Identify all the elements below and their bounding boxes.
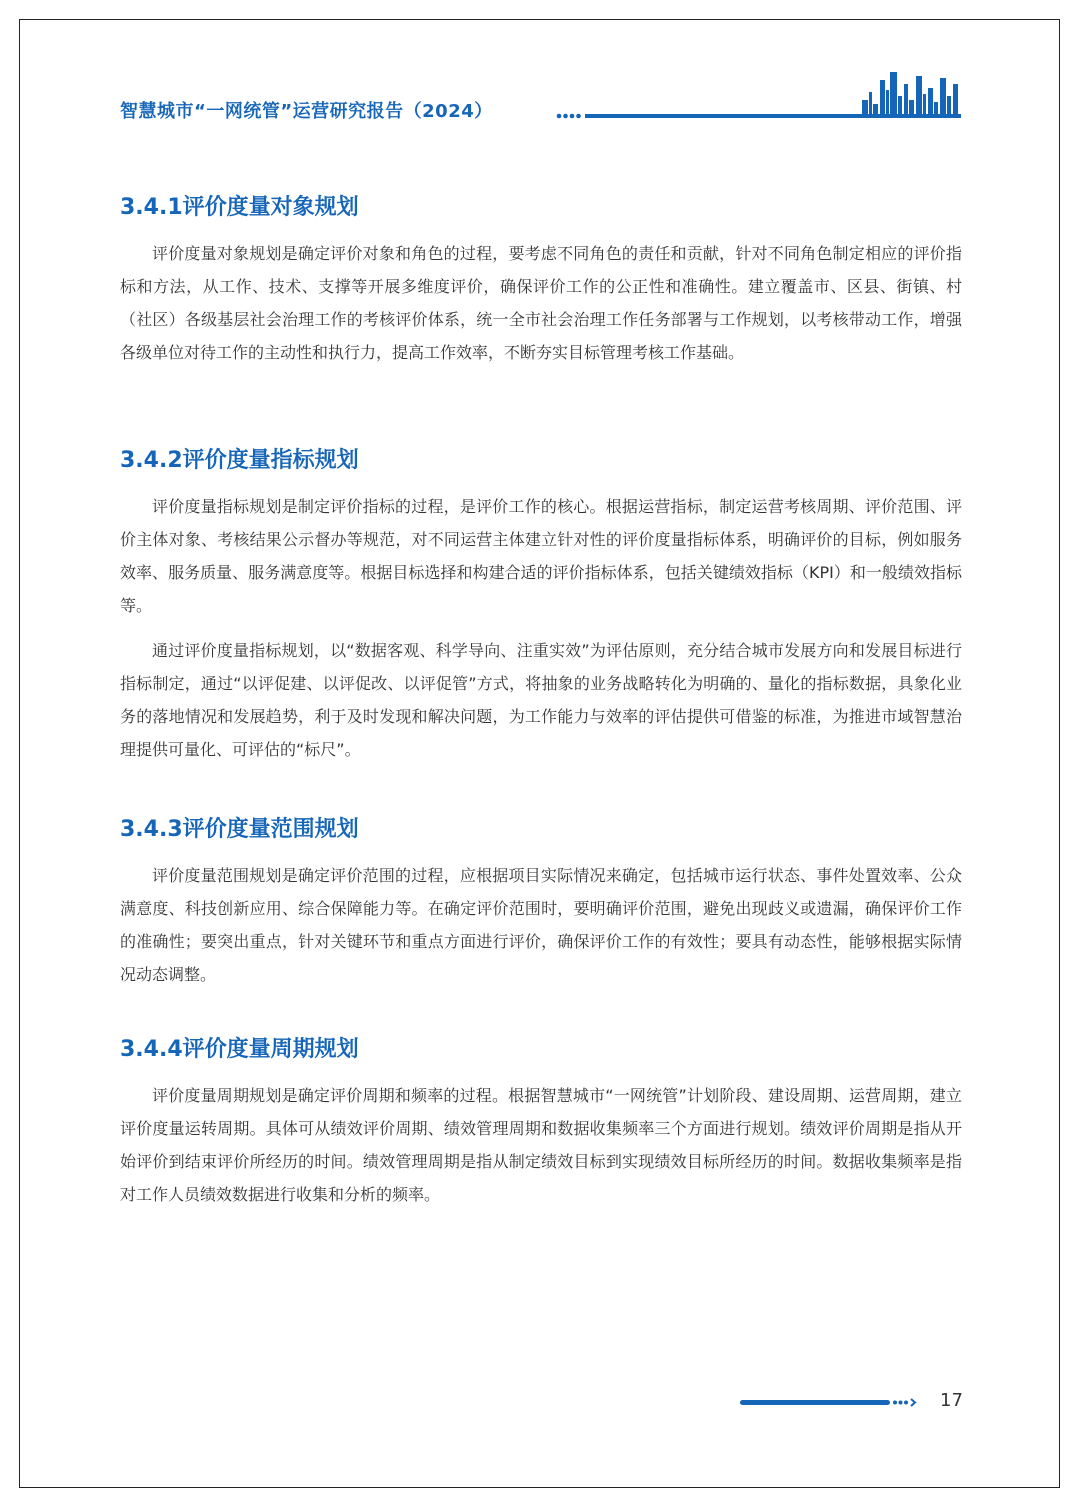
section-heading: 3.4.4评价度量周期规划 <box>120 1037 359 1062</box>
paragraph: 通过评价度量指标规划，以“数据客观、科学导向、注重实效”为评估原则，充分结合城市发展方向和发展目标进行指标制定，通过“以评促建、以评促改、以评促管”方式，将抽象的业务战略转化为明确的、量化的指标数据，具象化业务的落地情况和发展趋势，利于及时发现和解决问题，为工作能力与效率的评估提供可借鉴的标准，为推进市域智慧治理提供可量化、可评估的“标尺”。 <box>120 641 962 759</box>
footer-rule <box>740 1400 890 1405</box>
paragraph: 评价度量范围规划是确定评价范围的过程，应根据项目实际情况来确定，包括城市运行状态、事件处置效率、公众满意度、科技创新应用、综合保障能力等。在确定评价范围时，要明确评价范围，避免出现歧义或遗漏，确保评价工作的准确性；要突出重点，针对关键环节和重点方面进行评价，确保评价工作的有效性；要具有动态性，能够根据实际情况动态调整。 <box>120 866 962 984</box>
footer-arrow-dots-decoration <box>892 1398 920 1407</box>
section-3-4-3 <box>120 815 962 1003</box>
section-heading: 3.4.1评价度量对象规划 <box>120 195 359 220</box>
paragraph: 评价度量对象规划是确定评价对象和角色的过程，要考虑不同角色的责任和贡献，针对不同角色制定相应的评价指标和方法，从工作、技术、支撑等开展多维度评价，确保评价工作的公正性和准确性。建立覆盖市、区县、街镇、村（社区）各级基层社会治理工作的考核评价体系，统一全市社会治理工作任务部署与工作规划，以考核带动工作，增强各级单位对待工作的主动性和执行力，提高工作效率，不断夯实目标管理考核工作基础。 <box>120 244 962 362</box>
section-3-4-2 <box>120 446 962 778</box>
section-heading: 3.4.2评价度量指标规划 <box>120 448 359 473</box>
section-3-4-1 <box>120 193 962 381</box>
report-title: 智慧城市“一网统管”运营研究报告（2024） <box>120 101 493 122</box>
city-skyline-icon <box>860 70 962 116</box>
paragraph: 评价度量指标规划是制定评价指标的过程，是评价工作的核心。根据运营指标，制定运营考核周期、评价范围、评价主体对象、考核结果公示督办等规范，对不同运营主体建立针对性的评价度量指标体系，明确评价的目标，例如服务效率、服务质量、服务满意度等。根据目标选择和构建合适的评价指标体系，包括关键绩效指标（KPI）和一般绩效指标等。 <box>120 497 962 615</box>
paragraph: 评价度量周期规划是确定评价周期和频率的过程。根据智慧城市“一网统管”计划阶段、建设周期、运营周期，建立评价度量运转周期。具体可从绩效评价周期、绩效管理周期和数据收集频率三个方面进行规划。绩效评价周期是指从开始评价到结束评价所经历的时间。绩效管理周期是指从制定绩效目标到实现绩效目标所经历的时间。数据收集频率是指对工作人员绩效数据进行收集和分析的频率。 <box>120 1086 962 1204</box>
header-dots-decoration <box>556 113 586 119</box>
section-heading: 3.4.3评价度量范围规划 <box>120 817 359 842</box>
section-3-4-4 <box>120 1035 962 1223</box>
page-number: 17 <box>940 1390 963 1411</box>
